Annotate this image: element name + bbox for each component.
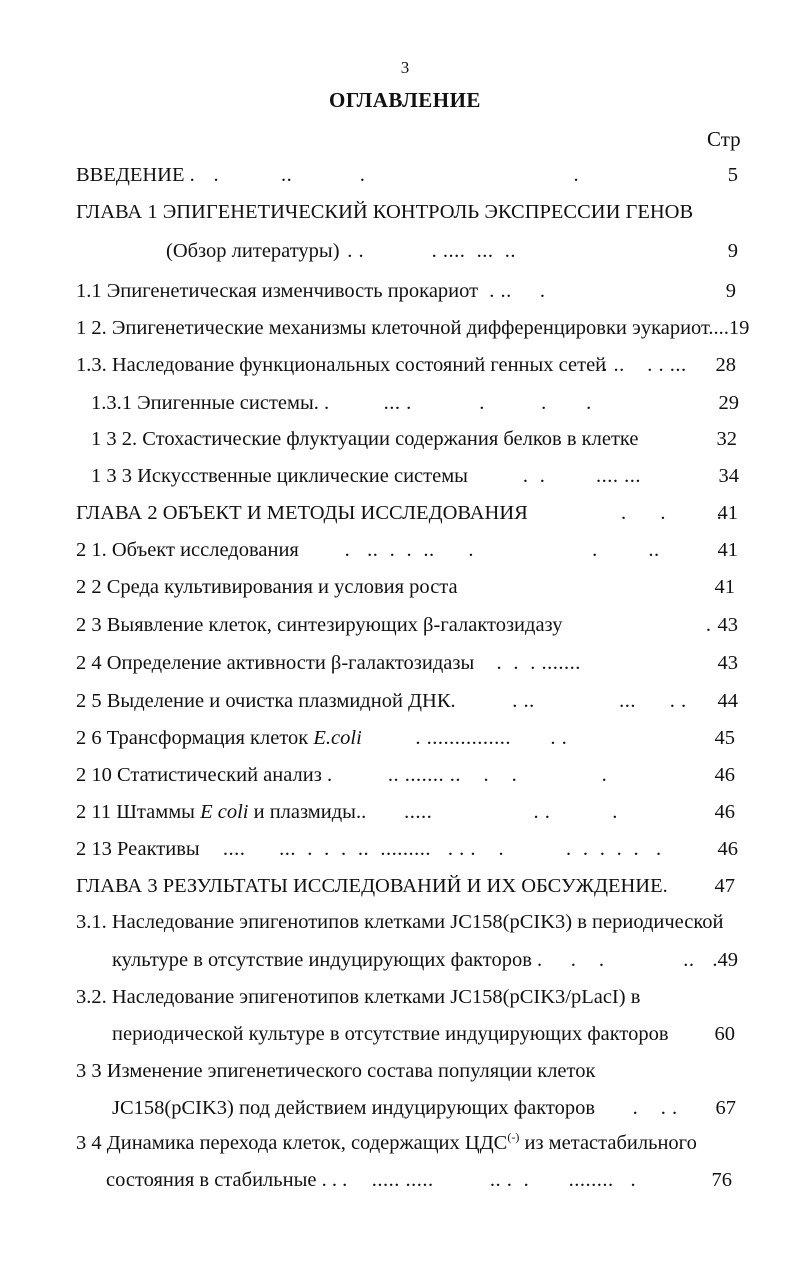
toc-entry-text: 1.1 Эпигенетическая изменчивость прокариот [76, 280, 479, 302]
toc-entry-text: 3.1. Наследование эпигенотипов клетками JC158(pCIK3) в периодической [76, 911, 724, 933]
toc-entry-leader: . ............... . . [376, 727, 568, 749]
toc-entry-page: 46 [714, 801, 735, 823]
toc-entry-leader: . . . ....... [474, 652, 581, 674]
page-number: 3 [400, 58, 410, 77]
toc-entry[interactable] [76, 498, 738, 528]
toc-entry-text: 3.2. Наследование эпигенотипов клетками JC158(pCIK3/pLacI) в [76, 986, 641, 1008]
toc-entry-text: JC158(pCIK3) под действием индуцирующих факторов [112, 1097, 596, 1119]
toc-entry-page: 43 [717, 614, 738, 636]
toc-entry-text: ВВЕДЕНИЕ . [76, 164, 195, 186]
toc-entry[interactable] [76, 982, 736, 1012]
toc-entry-page: .49 [712, 949, 738, 971]
toc-entry-text: 2 1. Объект исследования [76, 539, 299, 561]
toc-entry-page: 43 [717, 652, 738, 674]
toc-entry[interactable] [76, 648, 738, 678]
toc-entry[interactable] [76, 686, 738, 716]
toc-entry-text: ГЛАВА 3 РЕЗУЛЬТАТЫ ИССЛЕДОВАНИЙ И ИХ ОБСУЖДЕНИЕ. [76, 875, 668, 897]
toc-entry-leader: .... ... . . . .. ......... . . . . . . . . . . [206, 838, 662, 860]
toc-entry-text: ГЛАВА 2 ОБЪЕКТ И МЕТОДЫ ИССЛЕДОВАНИЯ [76, 502, 528, 524]
toc-entry[interactable] [112, 1093, 736, 1123]
toc-entry-leader: . .. . . .. . . .. [294, 539, 660, 561]
toc-entry-text-part: из метастабильного [519, 1132, 697, 1154]
toc-entry-text: состояния в стабильные . . . [106, 1169, 348, 1191]
toc-entry[interactable] [76, 760, 735, 790]
toc-entry-text-part: 2 6 Трансформация клеток [76, 727, 314, 749]
toc-entry-text [76, 723, 362, 753]
toc-entry[interactable] [76, 197, 738, 227]
toc-entry-leader: . .. ... . . [456, 690, 687, 712]
toc-entry[interactable] [76, 1056, 736, 1086]
toc-entry-page: 46 [714, 764, 735, 786]
toc-entry[interactable] [76, 723, 735, 753]
toc-entry-leader: ..... . . . [376, 801, 618, 823]
toc-entry-text: 1 3 3 Искусственные циклические системы [91, 465, 468, 487]
toc-entry-page: 9 [725, 280, 736, 302]
toc-entry-page: 28 [715, 354, 736, 376]
toc-entry-page: 9 [727, 240, 738, 262]
toc-entry-text-part: 3 4 Динамика перехода клеток, содержащих ЦДС [76, 1132, 508, 1154]
toc-entry-text: 2 3 Выявление клеток, синтезирующих β-галактозидазу [76, 614, 563, 636]
toc-entry-text: 1 2. Эпигенетические механизмы клеточной дифференцировки эукариот....19 [76, 317, 750, 339]
toc-entry-text-part: и плазмиды.. [248, 801, 367, 823]
toc-entry-leader: ... . . . . [333, 392, 592, 414]
toc-entry-leader: . . . [582, 1097, 678, 1119]
toc-entry-page: 5 [727, 164, 738, 186]
toc-entry[interactable] [76, 276, 736, 306]
toc-entry-text: 3 3 Изменение эпигенетического состава популяции клеток [76, 1060, 596, 1082]
toc-entry[interactable] [91, 461, 739, 491]
toc-entry[interactable] [76, 535, 738, 565]
toc-entry[interactable] [76, 907, 736, 937]
toc-entry-leader: . .. . . [191, 164, 580, 186]
toc-entry-text: 2 5 Выделение и очистка плазмидной ДНК. [76, 690, 456, 712]
toc-entry-text: 2 2 Среда культивирования и условия роста [76, 576, 458, 598]
toc-entry-page: 47 [714, 875, 735, 897]
toc-entry-text-italic: E coli [200, 801, 249, 823]
toc-entry-leader: . . .. [537, 949, 695, 971]
toc-entry[interactable] [91, 424, 737, 454]
toc-entry-leader: . . . [531, 502, 723, 524]
toc-entry-page: 29 [718, 392, 739, 414]
toc-entry-page: 76 [711, 1169, 732, 1191]
toc-entry[interactable] [76, 160, 738, 190]
toc-entry[interactable] [76, 313, 750, 343]
toc-entry[interactable] [91, 388, 739, 418]
toc-entry-page: 46 [717, 838, 738, 860]
page-column-label: Стр [707, 127, 741, 151]
toc-entry[interactable] [166, 236, 738, 266]
toc-entry[interactable] [76, 834, 738, 864]
toc-entry[interactable] [106, 1165, 732, 1195]
toc-entry-page: 67 [715, 1097, 736, 1119]
toc-entry-leader: . . . .... ... .. [336, 240, 516, 262]
toc-entry-page: 34 [718, 465, 739, 487]
toc-entry-text: 2 13 Реактивы [76, 838, 200, 860]
toc-entry-text: ГЛАВА 1 ЭПИГЕНЕТИЧЕСКИЙ КОНТРОЛЬ ЭКСПРЕССИИ ГЕНОВ [76, 201, 694, 223]
toc-entry[interactable] [112, 945, 738, 975]
toc-entry[interactable] [76, 797, 735, 827]
toc-entry-text: (Обзор литературы) [166, 240, 340, 262]
toc-entry-leader: .. ....... .. . . . [326, 764, 608, 786]
toc-entry-text: 1 3 2. Стохастические флуктуации содержания белков в клетке [91, 428, 639, 450]
toc-entry-page: 41 [717, 539, 738, 561]
toc-entry[interactable] [76, 610, 738, 640]
toc-entry-leader: . [554, 614, 712, 636]
toc-entry-page: 45 [714, 727, 735, 749]
toc-entry-text [76, 797, 366, 827]
toc-entry[interactable] [112, 1019, 735, 1049]
toc-entry-text: 2 4 Определение активности β-галактозидазы [76, 652, 475, 674]
toc-entry[interactable] [76, 871, 735, 901]
toc-entry[interactable] [76, 350, 736, 380]
toc-entry-page: 41 [714, 576, 735, 598]
toc-title: ОГЛАВЛЕНИЕ [329, 88, 481, 112]
toc-entry-text: 1.3.1 Эпигенные системы. . [91, 392, 330, 414]
toc-entry-text: периодической культуре в отсутствие индуцирующих факторов [112, 1023, 669, 1045]
toc-entry-page: 60 [714, 1023, 735, 1045]
toc-entry-text: 2 10 Статистический анализ . [76, 764, 333, 786]
toc-entry-superscript: (-) [507, 1130, 520, 1145]
toc-entry-leader: . . .... ... [461, 465, 641, 487]
toc-entry-text-italic: E.coli [313, 727, 362, 749]
toc-entry-leader: . .. . [478, 280, 546, 302]
toc-entry-text [76, 1128, 697, 1158]
toc-entry[interactable] [76, 1128, 736, 1158]
toc-entry-text-part: 2 11 Штаммы [76, 801, 201, 823]
toc-entry-page: 44 [717, 690, 738, 712]
toc-entry[interactable] [76, 572, 735, 602]
toc-entry-page: 32 [716, 428, 737, 450]
toc-entry-text: культуре в отсутствие индуцирующих факторов . [112, 949, 543, 971]
toc-entry-text: 1.3. Наследование функциональных состояний генных сетей [76, 354, 607, 376]
toc-entry-leader: . .. . . ... [591, 354, 687, 376]
toc-entry-page: 41 [717, 502, 738, 524]
toc-entry-leader: ..... ..... .. . . ........ . [338, 1169, 637, 1191]
